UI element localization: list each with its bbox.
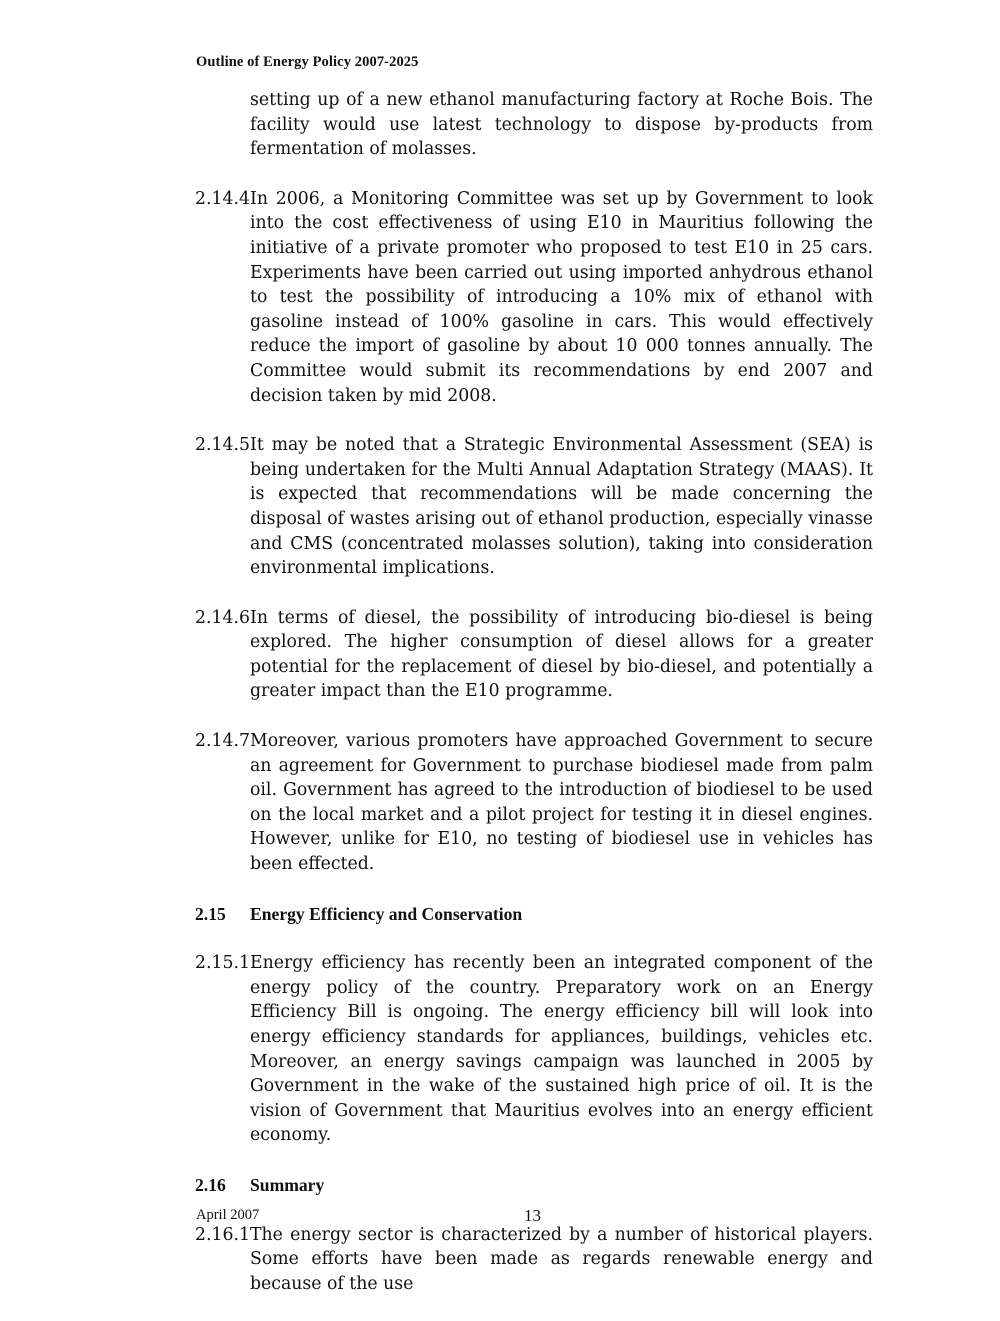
paragraph-2-14-4 [195,187,873,408]
footer-date: April 2007 [196,1207,260,1223]
paragraph-text: Moreover, various promoters have approached Government to secure an agreement for Government to purchase biodiesel made from palm oil. Government has agreed to the introduction of biodiesel to be used on the local market and a pilot project for testing it in diesel engines. However, unlike for E10, no testing of biodiesel use in vehicles has been effected. [250,731,873,875]
paragraph-text: setting up of a new ethanol manufacturing factory at Roche Bois. The facility would use latest technology to dispose by-products from fermentation of molasses. [250,90,873,160]
paragraph-2-14-6 [195,606,873,704]
paragraph-number: 2.14.7 [195,731,250,752]
section-heading-2-16 [195,1173,873,1198]
paragraph-number: 2.14.4 [195,188,250,209]
section-number: 2.15 [195,903,226,924]
section-heading-2-15 [195,902,873,927]
paragraph-number: 2.15.1 [195,953,250,974]
section-title: Summary [250,1174,325,1195]
document-body [195,88,873,1321]
paragraph-2-14-5 [195,433,873,581]
paragraph-text: In 2006, a Monitoring Committee was set up by Government to look into the cost effectiveness of using E10 in Mauritius following the initiative of a private promoter who proposed to test E10 in 25 cars. Experiments have been carried out using imported anhydrous ethanol to test the possibility of introducing a 10% mix of ethanol with gasoline instead of 100% gasoline in cars. This would effectively reduce the import of gasoline by about 10 000 tonnes annually. The Committee would submit its recommendations by end 2007 and decision taken by mid 2008. [250,188,873,406]
paragraph-2-16-1 [195,1223,873,1297]
paragraph-text: Energy efficiency has recently been an integrated component of the energy policy of the country. Preparatory work on an Energy Efficiency Bill is ongoing. The energy efficiency bill will look into energy efficiency standards for appliances, buildings, vehicles etc. Moreover, an energy savings campaign was launched in 2005 by Government in the wake of the sustained high price of oil. It is the vision of Government that Mauritius evolves into an energy efficient economy. [250,953,873,1146]
paragraph-2-14-7 [195,729,873,877]
paragraph-continuation [195,88,873,162]
paragraph-number: 2.16.1 [195,1224,250,1245]
paragraph-text: In terms of diesel, the possibility of introducing bio-diesel is being explored. The higher consumption of diesel allows for a greater potential for the replacement of diesel by bio-diesel, and potentially a greater impact than the E10 programme. [250,607,873,702]
running-header: Outline of Energy Policy 2007-2025 [196,54,419,70]
page-number: 13 [524,1206,541,1225]
section-title: Energy Efficiency and Conservation [250,903,523,924]
paragraph-number: 2.14.5 [195,435,250,456]
paragraph-2-15-1 [195,951,873,1148]
section-number: 2.16 [195,1174,226,1195]
paragraph-text: It may be noted that a Strategic Environmental Assessment (SEA) is being undertaken for the Multi Annual Adaptation Strategy (MAAS). It is expected that recommendations will be made concerning the disposal of wastes arising out of ethanol production, especially vinasse and CMS (concentrated molasses solution), taking into consideration environmental implications. [250,435,873,579]
paragraph-number: 2.14.6 [195,607,250,628]
paragraph-text: The energy sector is characterized by a number of historical players. Some efforts have been made as regards renewable energy and because of the use [250,1224,873,1294]
